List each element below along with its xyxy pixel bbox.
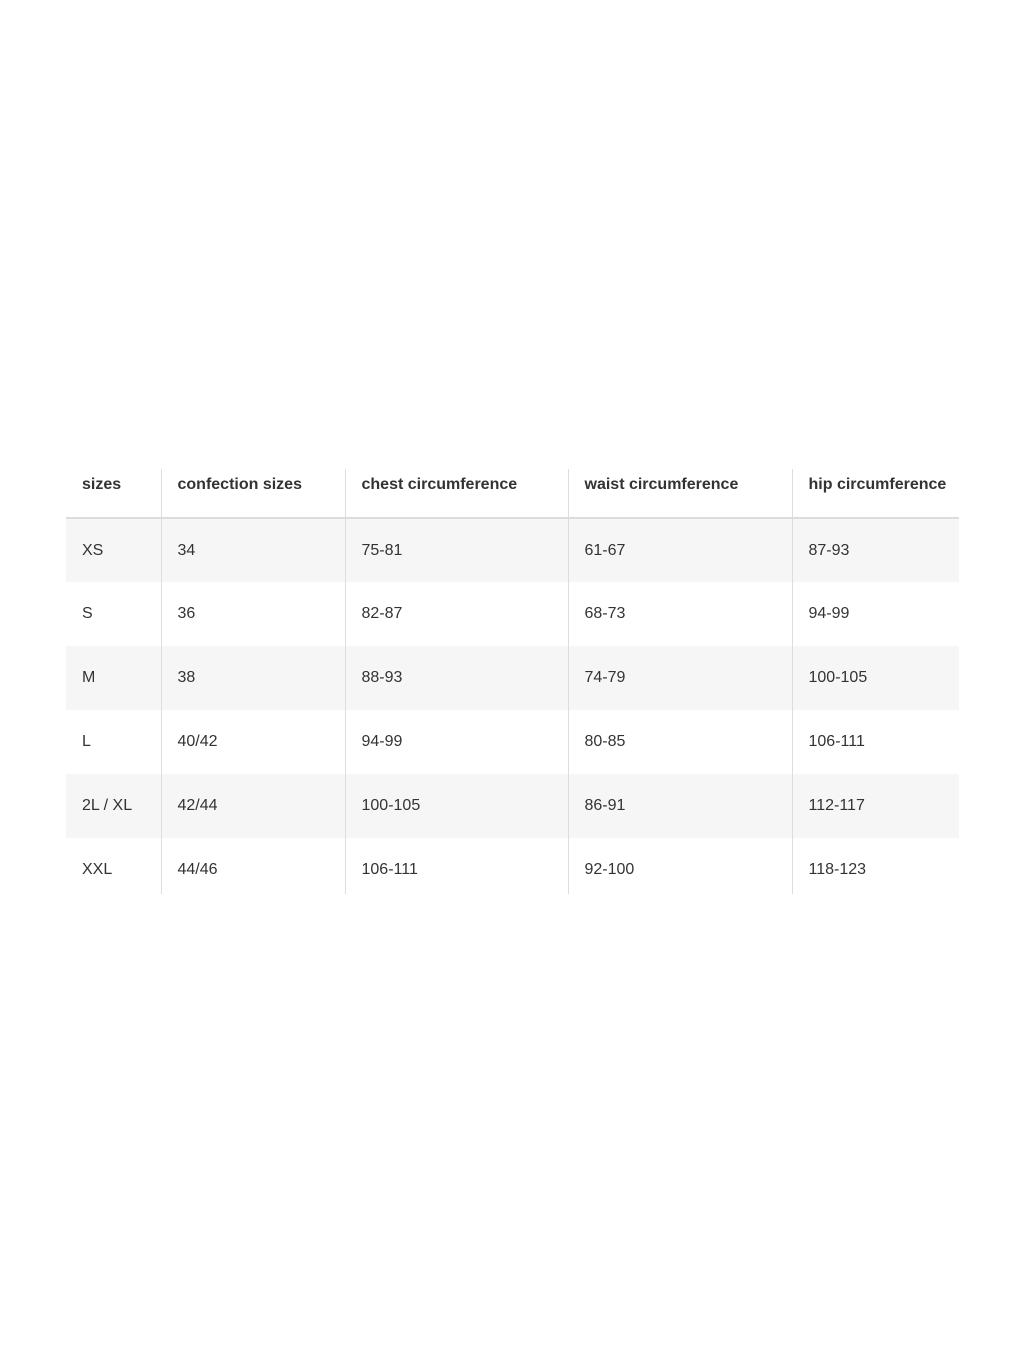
cell-size: L: [66, 710, 161, 774]
header-chest-circumference: [345, 469, 568, 518]
cell-confection-size: 44/46: [161, 838, 345, 894]
table-body: [66, 518, 959, 894]
cell-confection-size: 42/44: [161, 774, 345, 838]
header-waist-circumference: [568, 469, 792, 518]
table-row: [66, 774, 959, 838]
cell-confection-size: 40/42: [161, 710, 345, 774]
cell-waist: 68-73: [568, 582, 792, 646]
cell-hip: 100-105: [792, 646, 959, 710]
table-row: [66, 838, 959, 894]
size-chart-table: [66, 469, 959, 894]
table-row: [66, 518, 959, 582]
cell-size: 2L / XL: [66, 774, 161, 838]
header-confection-sizes-label: confection sizes: [177, 476, 302, 493]
cell-hip: 118-123: [792, 838, 959, 894]
cell-chest: 100-105: [345, 774, 568, 838]
cell-size: M: [66, 646, 161, 710]
header-confection-sizes: [161, 469, 345, 518]
header-hip-circumference-label: hip circumference: [808, 476, 947, 493]
cell-waist: 86-91: [568, 774, 792, 838]
header-sizes: [66, 469, 161, 518]
table-row: [66, 646, 959, 710]
header-hip-circumference: [792, 469, 959, 518]
cell-hip: 94-99: [792, 582, 959, 646]
cell-waist: 92-100: [568, 838, 792, 894]
header-chest-circumference-label: chest circumference: [361, 476, 518, 493]
cell-chest: 88-93: [345, 646, 568, 710]
cell-chest: 82-87: [345, 582, 568, 646]
cell-hip: 112-117: [792, 774, 959, 838]
cell-confection-size: 36: [161, 582, 345, 646]
table-header: [66, 469, 959, 518]
cell-waist: 61-67: [568, 518, 792, 582]
cell-waist: 74-79: [568, 646, 792, 710]
cell-chest: 75-81: [345, 518, 568, 582]
cell-confection-size: 38: [161, 646, 345, 710]
header-waist-circumference-label: waist circumference: [584, 476, 739, 493]
cell-size: XS: [66, 518, 161, 582]
cell-chest: 106-111: [345, 838, 568, 894]
cell-hip: 87-93: [792, 518, 959, 582]
cell-waist: 80-85: [568, 710, 792, 774]
header-row: [66, 469, 959, 518]
cell-confection-size: 34: [161, 518, 345, 582]
header-sizes-label: sizes: [82, 476, 122, 493]
cell-size: XXL: [66, 838, 161, 894]
cell-hip: 106-111: [792, 710, 959, 774]
cell-size: S: [66, 582, 161, 646]
cell-chest: 94-99: [345, 710, 568, 774]
table-row: [66, 582, 959, 646]
table-row: [66, 710, 959, 774]
